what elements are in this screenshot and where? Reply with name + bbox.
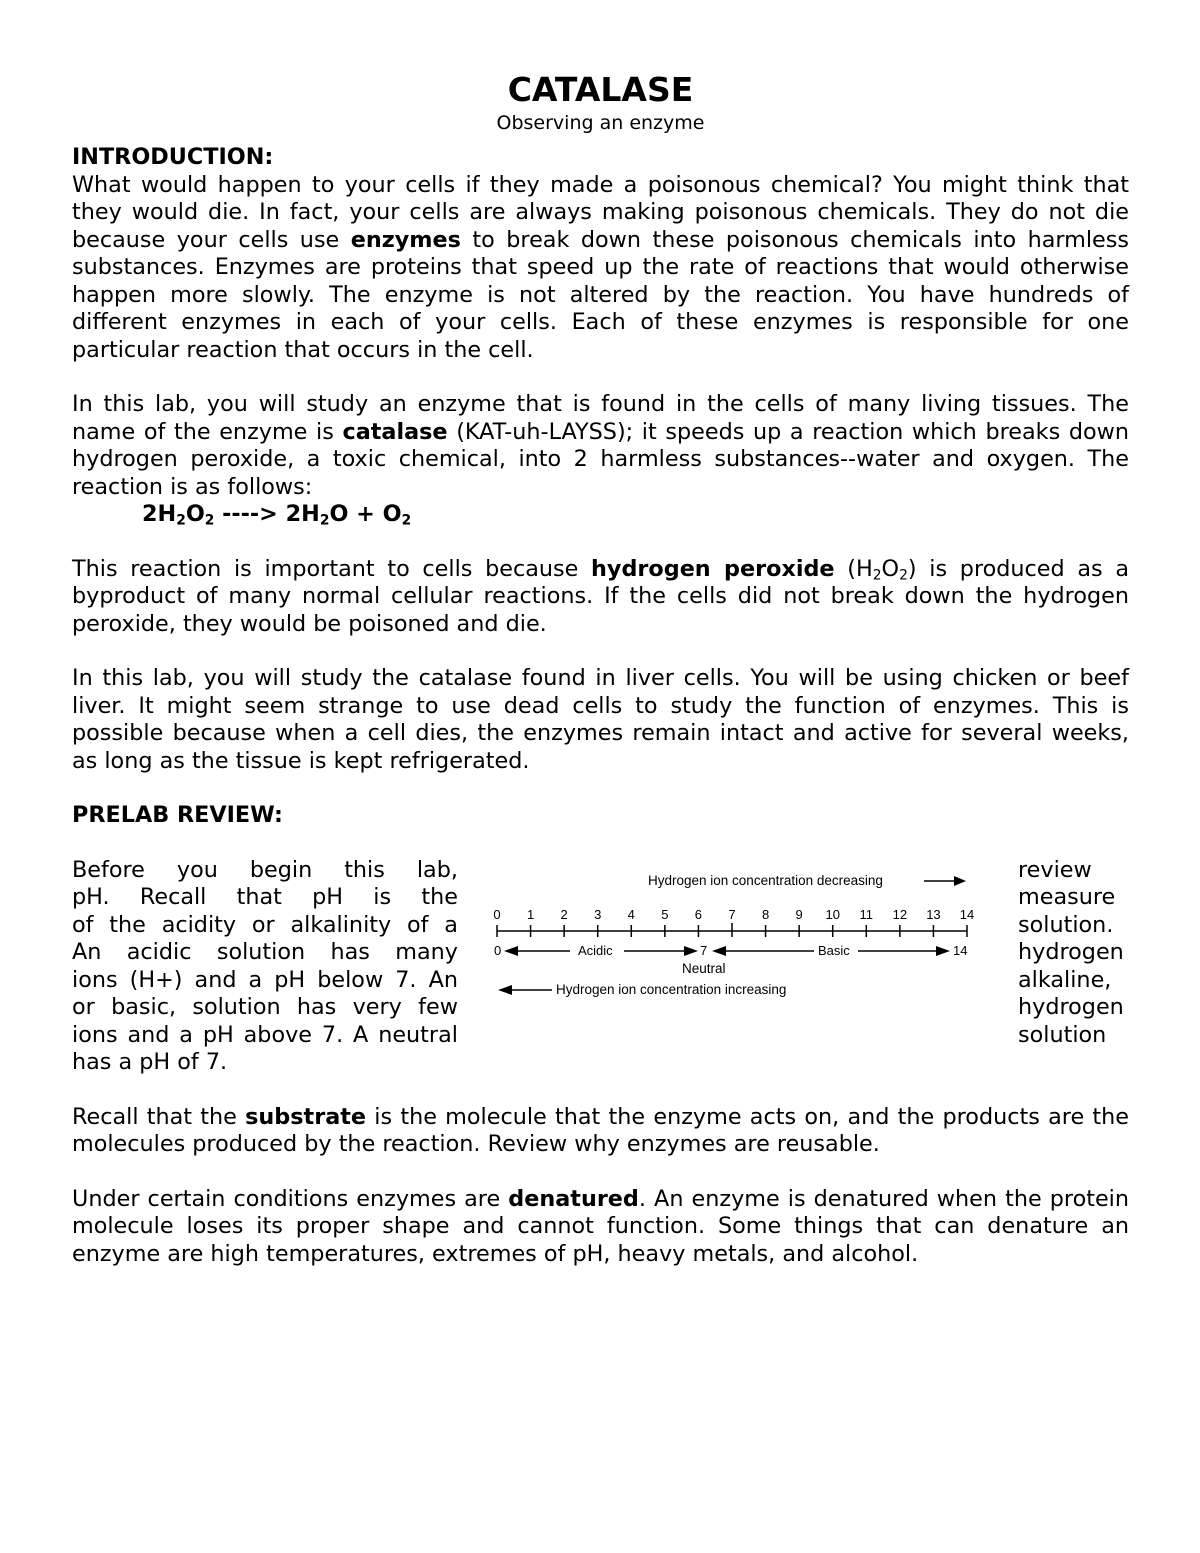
prelab-word: 7.: [321, 1021, 344, 1048]
document-subtitle: Observing an enzyme: [496, 112, 705, 134]
ph-bottom-label: Hydrogen ion concentration increasing: [556, 981, 787, 997]
ph-basic-label: Basic: [818, 942, 850, 958]
prelab-word: (H+): [129, 966, 183, 993]
top-arrow-head: [954, 876, 966, 886]
ph-tick-label: 12: [892, 906, 908, 922]
ph-end-label: 14: [953, 942, 968, 958]
ph-tick-label: 9: [795, 906, 803, 922]
prelab-word: is: [373, 884, 392, 910]
prelab-right-line: review: [1018, 856, 1092, 883]
prelab-word: very: [352, 994, 402, 1020]
prelab-word: has a pH of 7.: [72, 1049, 228, 1075]
prelab-word: this: [344, 856, 385, 883]
ph-mid-label: 7: [700, 942, 708, 958]
ph-tick-label: 13: [926, 906, 941, 922]
introduction-heading: INTRODUCTION:: [72, 144, 274, 170]
ph-tick-label: 14: [959, 906, 975, 922]
prelab-word: pH: [312, 884, 344, 910]
prelab-word: Before: [72, 856, 145, 883]
prelab-paragraph-substrate: Recall that the substrate is the molecule that the enzyme acts on, and the products are the molecules produced by the reaction. Review why enzymes are reusable.: [72, 1103, 1130, 1157]
prelab-paragraph-denatured: Under certain conditions enzymes are denatured. An enzyme is denatured when the protein molecule loses its proper shape and cannot function. Some things that can denature an enzyme are high temperatures, extremes of pH, heavy metals, and alcohol.: [72, 1185, 1129, 1267]
prelab-word: acidity: [161, 911, 237, 938]
prelab-word: An: [428, 966, 458, 993]
prelab-word: solution: [216, 939, 306, 965]
prelab-left-line: [72, 912, 458, 940]
ph-tick-label: 6: [694, 906, 703, 922]
prelab-word: above: [243, 1021, 313, 1048]
ph-tick-label: 11: [859, 906, 874, 922]
acidic-arrow-right: [684, 946, 698, 956]
intro-paragraph-1: What would happen to your cells if they made a poisonous chemical? You might think that they would die. In fact, your cells are always making poisonous chemicals. They do not die because your cells use enzymes to break down these poisonous chemicals into harmless substances. Enzymes are proteins that speed up the rate of reactions that would otherwise happen more slowly. The enzyme is not altered by the reaction. You have hundreds of different enzymes in each of your cells. Each of these enzymes is responsible for one particular reaction that occurs in the cell.: [72, 171, 1129, 363]
ph-tick-label: 0: [493, 906, 501, 922]
prelab-right-line: hydrogen: [1018, 939, 1124, 965]
ph-tick-label: 2: [560, 906, 568, 922]
prelab-word: the: [109, 911, 146, 938]
term-hydrogen-peroxide: hydrogen peroxide: [591, 555, 835, 582]
prelab-word: and: [127, 1021, 170, 1048]
document-title: CATALASE: [507, 70, 694, 109]
prelab-right-line: measure: [1018, 884, 1116, 910]
prelab-word: solution: [192, 994, 281, 1020]
prelab-word: of: [407, 911, 429, 938]
prelab-right-column: [1018, 857, 1138, 1050]
prelab-word: 7.: [395, 966, 417, 993]
ph-tick-label: 8: [761, 906, 770, 922]
prelab-right-line: solution: [1018, 1021, 1107, 1048]
prelab-word: pH: [274, 966, 306, 993]
prelab-left-line: [72, 939, 458, 967]
intro-paragraph-2: In this lab, you will study an enzyme that is found in the cells of many living tissues. The name of the enzyme is catalase (KAT-uh-LAYSS); it speeds up a reaction which breaks down hydrogen peroxide, a toxic chemical, into 2 harmless substances--water and oxygen. The reaction is as follows:: [72, 391, 1129, 500]
prelab-word: a: [248, 966, 263, 993]
intro-paragraph-3: This reaction is important to cells because hydrogen peroxide $(H_2O_2)$ is produced as a byproduct of many normal cellular reactions. If the cells did not break down the hydrogen peroxide, they would be poisoned and die.: [72, 555, 1130, 637]
term-enzymes: enzymes: [350, 226, 461, 253]
prelab-left-line: [72, 857, 458, 885]
ph-tick-label: 1: [526, 906, 535, 922]
prelab-word: alkalinity: [290, 911, 392, 938]
prelab-word: begin: [249, 856, 313, 883]
bottom-arrow-head: [498, 985, 512, 995]
prelab-word: that: [236, 884, 282, 910]
prelab-word: lab,: [416, 856, 458, 883]
ph-tick-label: 10: [825, 906, 840, 922]
prelab-word: neutral: [378, 1021, 458, 1048]
document-page: [72, 70, 1129, 1268]
prelab-word: ions: [72, 966, 118, 993]
prelab-right-line: solution.: [1018, 911, 1114, 938]
prelab-left-line: [72, 884, 458, 912]
prelab-word: or: [251, 911, 275, 938]
prelab-word: A: [353, 1021, 369, 1048]
prelab-section: [72, 857, 1129, 1077]
prelab-right-line: alkaline,: [1018, 966, 1112, 993]
basic-arrow-right: [936, 946, 950, 956]
prelab-word: basic,: [111, 994, 177, 1020]
prelab-word: acidic: [126, 939, 192, 965]
prelab-word: or: [72, 994, 95, 1020]
ph-neutral-label: Neutral: [682, 960, 726, 976]
prelab-left-line: [72, 967, 458, 995]
term-substrate: substrate: [245, 1103, 367, 1130]
term-denatured: denatured: [508, 1185, 639, 1212]
reaction-equation: $2H_2O_2$ ----> $2H_2O + O_2$: [142, 501, 412, 529]
ph-scale-figure: [492, 853, 982, 1003]
ph-tick-label: 4: [627, 906, 635, 922]
prelab-left-column: [72, 857, 458, 1077]
prelab-word: An: [72, 939, 102, 965]
prelab-right-line: hydrogen: [1018, 994, 1124, 1020]
prelab-word: few: [418, 994, 458, 1020]
prelab-word: a: [444, 911, 458, 938]
ph-scale-diagram: [492, 853, 982, 1003]
term-catalase: catalase: [342, 418, 448, 445]
prelab-heading: PRELAB REVIEW:: [72, 802, 283, 828]
ph-tick-label: 5: [661, 906, 669, 922]
prelab-word: the: [421, 884, 458, 910]
ph-acidic-label: Acidic: [578, 942, 613, 958]
prelab-word: Recall: [139, 884, 207, 910]
intro-paragraph-4: In this lab, you will study the catalase found in liver cells. You will be using chicken or beef liver. It might seem strange to use dead cells to study the function of enzymes. This is possible because when a cell dies, the enzymes remain intact and active for several weeks, as long as the tissue is kept refrigerated.: [72, 665, 1129, 774]
ph-tick-label: 7: [728, 906, 736, 922]
ph-start-label: 0: [494, 942, 502, 958]
ph-top-label: Hydrogen ion concentration decreasing: [648, 872, 883, 888]
prelab-word: a: [179, 1021, 193, 1048]
prelab-word: of: [72, 911, 94, 938]
prelab-word: pH.: [72, 884, 110, 910]
prelab-word: you: [176, 856, 218, 883]
ph-tick-label: 3: [594, 906, 602, 922]
prelab-left-line: [72, 994, 458, 1022]
prelab-word: ions: [72, 1021, 118, 1048]
prelab-word: and: [194, 966, 237, 993]
prelab-word: has: [296, 994, 337, 1020]
basic-arrow-left: [712, 946, 726, 956]
prelab-left-line: [72, 1022, 458, 1050]
prelab-word: many: [395, 939, 458, 965]
acidic-arrow-left: [504, 946, 518, 956]
prelab-word: below: [317, 966, 384, 993]
prelab-left-line: [72, 1049, 458, 1077]
prelab-word: has: [330, 939, 370, 965]
prelab-word: pH: [202, 1021, 234, 1048]
